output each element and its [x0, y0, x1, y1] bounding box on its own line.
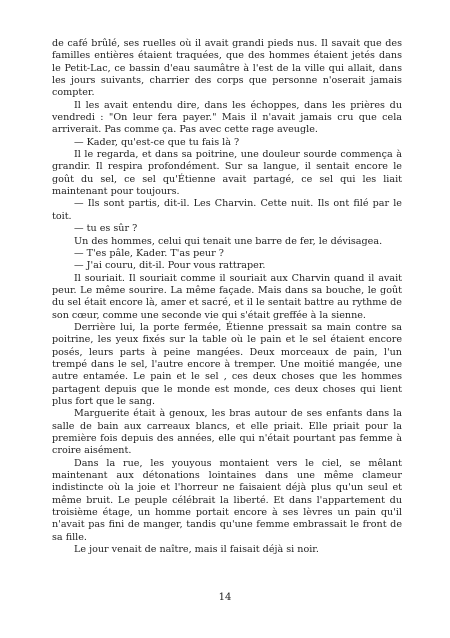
paragraph-13: Dans la rue, les youyous montaient vers le ciel, se mêlant maintenant aux détonations lointaines dans une même clameur indistincte où la joie et l'horreur ne faisaient déjà plus qu'un seul et même bruit. Le peuple célébrait la liberté. Et dans l'appartement du troisième étage, un homme portait encore à ses lèvres un pain qu'il n'avait pas fini de manger, tandis qu'une femme embrassait le front de sa fille.: [52, 457, 402, 543]
paragraph-7: Un des hommes, celui qui tenait une barre de fer, le dévisagea.: [74, 235, 383, 247]
paragraph-3: — Kader, qu'est-ce que tu fais là ?: [74, 136, 240, 148]
paragraph-10: Il souriait. Il souriait comme il souriait aux Charvin quand il avait peur. Le même sourire. La même façade. Mais dans sa bouche, le goût du sel était encore là, amer et sacré, et il le sentait battre au rythme de son cœur, comme une seconde vie qui s'était greffée à la sienne.: [52, 272, 402, 321]
paragraph-12: Marguerite était à genoux, les bras autour de ses enfants dans la salle de bain aux carreaux blancs, et elle priait. Elle priait pour la première fois depuis des années, elle qui n'était pourtant pas femme à croire aisément.: [52, 408, 402, 457]
paragraph-4: Il le regarda, et dans sa poitrine, une douleur sourde commença à grandir. Il respira profondément. Sur sa langue, il sentait encore le goût du sel, ce sel qu'Étienne avait partagé, ce sel qui les liait maintenant pour toujours.: [52, 149, 402, 198]
paragraph-2: Il les avait entendu dire, dans les échoppes, dans les prières du vendredi : "On leur fera payer." Mais il n'avait jamais cru que cela arriverait. Pas comme ça. Pas avec cette rage aveugle.: [52, 99, 402, 136]
paragraph-5: — Ils sont partis, dit-il. Les Charvin. Cette nuit. Ils ont filé par le toit.: [52, 198, 402, 222]
paragraph-8: — T'es pâle, Kader. T'as peur ?: [74, 247, 224, 259]
page-body: [52, 38, 402, 556]
paragraph-11: Derrière lui, la porte fermée, Étienne pressait sa main contre sa poitrine, les yeux fixés sur la table où le pain et le sel étaient encore posés, leurs parts à peine mangées. Deux morceaux de pain, l'un trempé dans le sel, l'autre encore à tremper. Une moitié mangée, une autre entamée. Le pain et le sel , ces deux choses que les hommes partagent depuis que le monde est monde, ces deux choses qui lient plus fort que le sang.: [52, 321, 402, 407]
paragraph-9: — J'ai couru, dit-il. Pour vous rattraper.: [74, 260, 266, 272]
page-number: 14: [218, 592, 232, 603]
paragraph-6: — tu es sûr ?: [74, 223, 138, 235]
paragraph-14: Le jour venait de naître, mais il faisait déjà si noir.: [74, 544, 319, 556]
paragraph-1: de café brûlé, ses ruelles où il avait grandi pieds nus. Il savait que des familles entières étaient traquées, que des hommes étaient jetés dans le Petit-Lac, ce bassin d'eau saumâtre à l'est de la ville qui allait, dans les jours suivants, charrier des corps que personne n'oserait jamais compter.: [52, 38, 402, 99]
